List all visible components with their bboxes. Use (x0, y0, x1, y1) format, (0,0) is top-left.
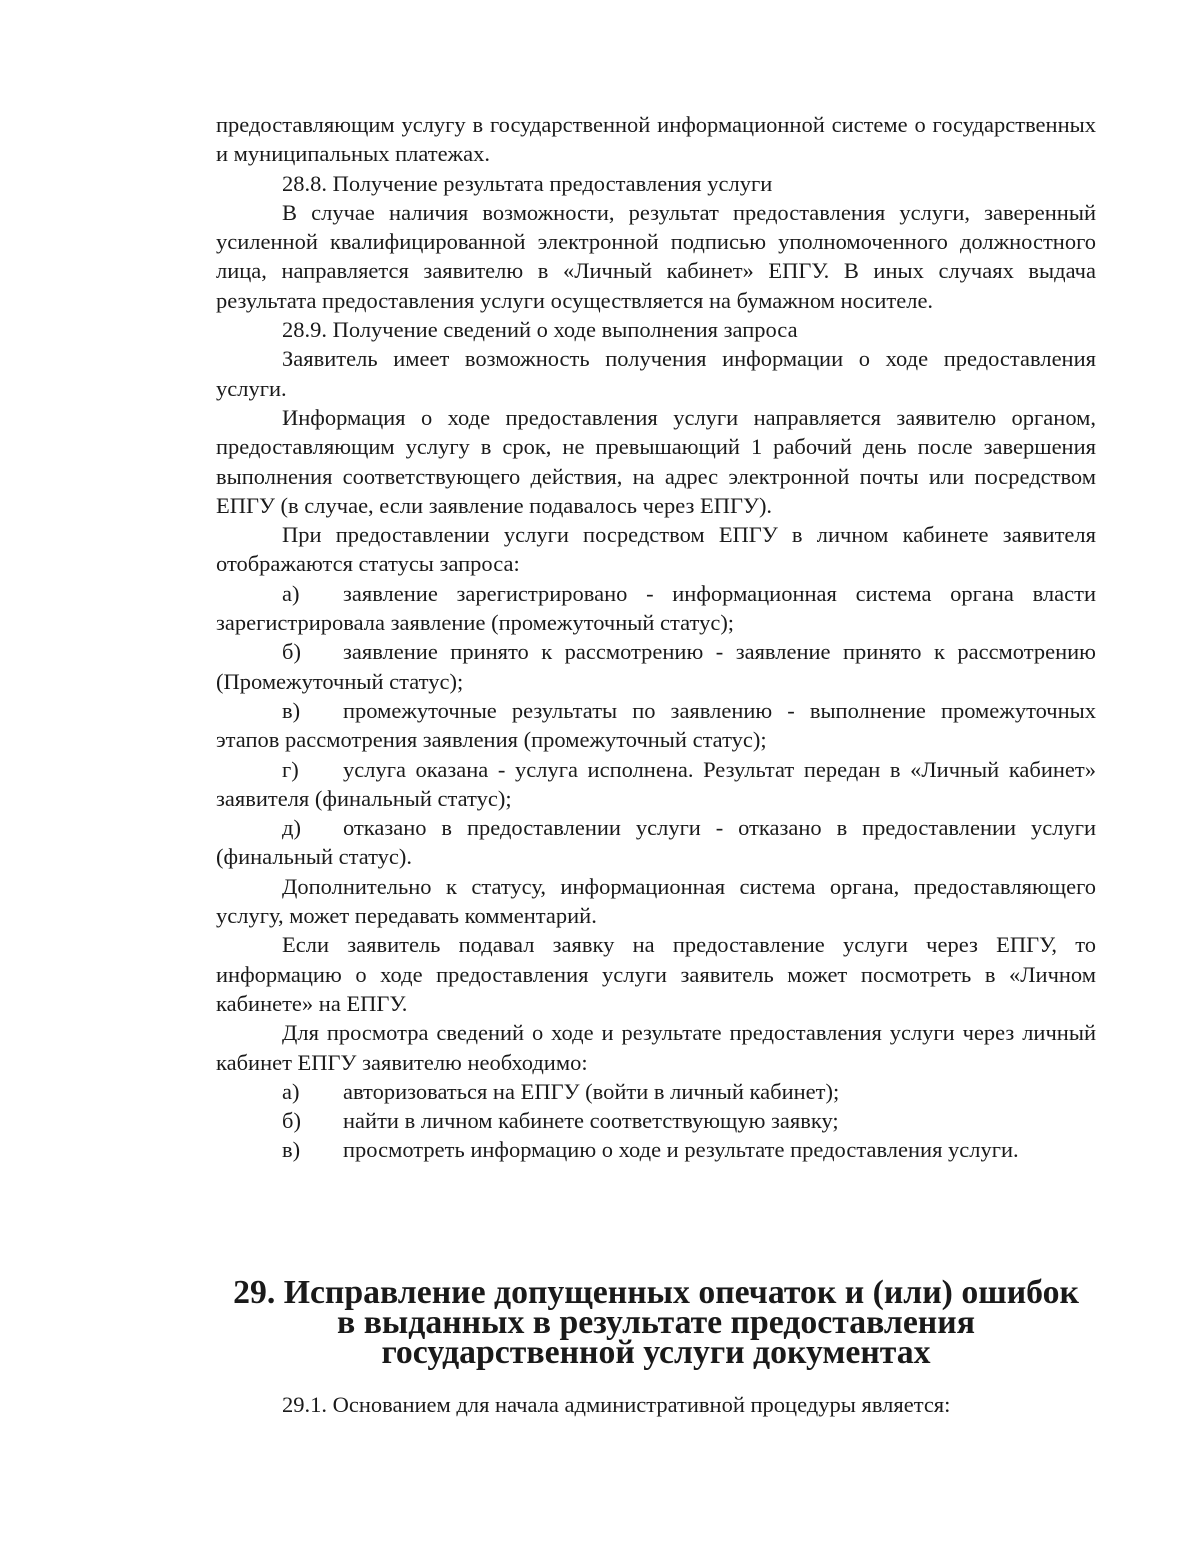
list-marker: в) (282, 1137, 301, 1163)
list-item-text: просмотреть информацию о ходе и результате предоставления услуги. (343, 1137, 1019, 1163)
subsection-28-9-title: 28.9. Получение сведений о ходе выполнения запроса (282, 317, 798, 343)
paragraph-progress-info: Информация о ходе предоставления услуги направляется заявителю органом, предоставляющим услугу в срок, не превышающий 1 рабочий день после завершения выполнения соответствующего действия, на адрес электронной почты или посредством ЕПГУ (в случае, если заявление подавалось через ЕПГУ). (216, 404, 1096, 518)
list-item (216, 1135, 1096, 1164)
list-item (216, 1077, 1096, 1106)
list-item-text: отказано в предоставлении услуги - отказано в предоставлении услуги (финальный статус). (216, 815, 1096, 870)
list-item-text: авторизоваться на ЕПГУ (войти в личный кабинет); (343, 1078, 840, 1104)
list-item-text: промежуточные результаты по заявлению - выполнение промежуточных этапов рассмотрения заявления (промежуточный статус); (216, 697, 1096, 753)
paragraph-personal-cabinet: Если заявитель подавал заявку на предоставление услуги через ЕПГУ, то информацию о ходе предоставления услуги заявитель может посмотреть в «Личном кабинете» на ЕПГУ. (216, 932, 1096, 1016)
section-29-heading (216, 1274, 1096, 1371)
list-item-text: услуга оказана - услуга исполнена. Результат передан в «Личный кабинет» заявителя (финальный статус); (216, 756, 1096, 811)
list-marker: д) (282, 815, 301, 841)
steps-list (216, 1077, 1096, 1165)
list-marker: б) (282, 639, 301, 665)
list-item (216, 1106, 1096, 1135)
list-item-text: заявление зарегистрировано - информационная система органа власти зарегистрировала заявление (промежуточный статус); (216, 580, 1096, 636)
list-item (216, 579, 1096, 638)
list-item (216, 813, 1096, 872)
heading-line: в выданных в результате предоставления (337, 1304, 975, 1341)
document-body (216, 110, 1096, 1165)
paragraph-steps-intro: Для просмотра сведений о ходе и результате предоставления услуги через личный кабинет ЕПГУ заявителю необходимо: (216, 1020, 1096, 1075)
list-marker: а) (282, 580, 300, 606)
paragraph-statuses-intro: При предоставлении услуги посредством ЕПГУ в личном кабинете заявителя отображаются статусы запроса: (216, 522, 1096, 577)
list-marker: а) (282, 1078, 300, 1104)
paragraph-29-1: 29.1. Основанием для начала административной процедуры является: (282, 1392, 951, 1417)
list-item (216, 755, 1096, 814)
heading-line: государственной услуги документах (381, 1334, 931, 1371)
paragraph-continuation: предоставляющим услугу в государственной информационной системе о государственных и муниципальных платежах. (216, 112, 1096, 167)
list-marker: г) (282, 756, 299, 782)
list-item (216, 696, 1096, 755)
list-item-text: найти в личном кабинете соответствующую заявку; (343, 1108, 839, 1134)
subsection-28-8-title: 28.8. Получение результата предоставления услуги (282, 170, 773, 196)
paragraph-applicant-info: Заявитель имеет возможность получения информации о ходе предоставления услуги. (216, 346, 1096, 401)
heading-line: 29. Исправление допущенных опечаток и (или) ошибок (233, 1274, 1079, 1311)
list-item-text: заявление принято к рассмотрению - заявление принято к рассмотрению (Промежуточный статус); (216, 639, 1096, 694)
status-list (216, 579, 1096, 872)
paragraph-comment: Дополнительно к статусу, информационная система органа, предоставляющего услугу, может передавать комментарий. (216, 873, 1096, 929)
list-item (216, 637, 1096, 696)
paragraph-result-delivery: В случае наличия возможности, результат предоставления услуги, заверенный усиленной квалифицированной электронной подписью уполномоченного должностного лица, направляется заявителю в «Личный кабинет» ЕПГУ. В иных случаях выдача результата предоставления услуги осуществляется на бумажном носителе. (216, 199, 1096, 313)
list-marker: б) (282, 1108, 301, 1134)
list-marker: в) (282, 697, 301, 723)
